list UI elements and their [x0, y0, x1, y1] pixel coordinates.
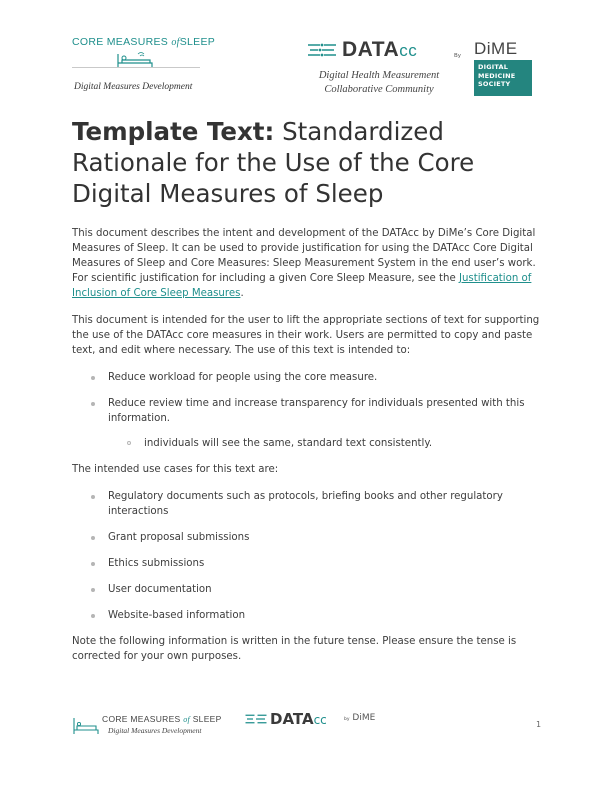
list-item: Regulatory documents such as protocols, briefing books and other regulatory interactions: [72, 489, 542, 519]
list-item: Grant proposal submissions: [72, 530, 542, 545]
core-title-b: SLEEP: [179, 36, 216, 48]
title-rest-2: Rationale for the Use of the Core: [72, 148, 475, 177]
footer-datacc-wordmark: [270, 710, 327, 728]
title-bold: Template Text:: [72, 117, 275, 146]
dime-box-line-2: MEDICINE: [478, 71, 516, 80]
paragraph-intro: [72, 226, 542, 301]
list-item: Reduce workload for people using the core measure.: [72, 370, 542, 385]
footer-core-measures-logo: [72, 712, 222, 738]
list-item-text: Reduce review time and increase transparency for individuals presented with this information.: [108, 398, 525, 424]
dime-box-line-1: DIGITAL: [478, 63, 509, 71]
bed-icon: [116, 50, 156, 68]
page-number: 1: [536, 720, 542, 729]
core-measures-logo: [72, 36, 216, 92]
datacc-wordmark: [342, 38, 417, 62]
footer-core-title-b: SLEEP: [192, 714, 222, 724]
purpose-list: [72, 370, 542, 451]
footer-by-dime: [344, 713, 375, 723]
list-item: [72, 396, 542, 451]
justification-link[interactable]: Justification of Inclusion of Core Sleep Measures: [72, 273, 532, 299]
intro-end: .: [240, 288, 244, 299]
paragraph-note: Note the following information is written in the future tense. Please ensure the tense is corrected for your own purposes.: [72, 636, 517, 662]
core-title-of: of: [171, 37, 180, 48]
list-item: Ethics submissions: [72, 556, 542, 571]
list-item: Website-based information: [72, 608, 542, 623]
bed-icon: [72, 714, 100, 736]
footer-core-title-of: of: [183, 715, 191, 724]
title-rest-3: Digital Measures of Sleep: [72, 179, 384, 208]
dime-logo: [474, 38, 532, 96]
intro-text: This document describes the intent and development of the DATAcc by DiMe’s Core Digital Measures of Sleep. It can be used to provide justification for using the DATAcc Core Digital Measures of Sleep and Core Measures: Sleep Measurement System in the end user’s work. For scientific justification for including a given Core Sleep Measure, see the: [72, 228, 536, 284]
sub-list-item: individuals will see the same, standard text consistently.: [108, 436, 542, 451]
document-body: [72, 226, 542, 676]
footer-datacc-cc: cc: [313, 713, 327, 727]
core-title-a: CORE MEASURES: [72, 36, 169, 48]
footer-datacc-main: DATA: [270, 710, 314, 728]
footer-core-title-a: CORE MEASURES: [102, 714, 181, 724]
by-label: By: [454, 53, 462, 59]
dime-society-box: [474, 60, 532, 96]
footer-core-subtitle: Digital Measures Development: [108, 726, 202, 735]
use-case-list: [72, 489, 542, 623]
paragraph-use-cases: The intended use cases for this text are:: [72, 464, 279, 475]
title-rest-1: Standardized: [274, 117, 444, 146]
datacc-subtitle-2: Collaborative Community: [324, 84, 434, 95]
core-measures-subtitle: Digital Measures Development: [74, 82, 193, 92]
list-item: User documentation: [72, 582, 542, 597]
dime-box-line-3: SOCIETY: [478, 80, 511, 88]
footer-by: by: [344, 717, 350, 722]
datacc-icon: [306, 41, 338, 59]
footer-dime: DiME: [352, 713, 376, 723]
datacc-main: DATA: [342, 38, 400, 61]
datacc-subtitle-1: Digital Health Measurement: [318, 70, 440, 81]
sub-list: [108, 436, 542, 451]
dime-wordmark: DiME: [474, 39, 518, 58]
page-title: [72, 116, 532, 209]
datacc-cc: cc: [399, 41, 418, 60]
paragraph-purpose: This document is intended for the user to lift the appropriate sections of text for supporting the use of the DATAcc core measures in their work. Users are permitted to copy and paste text, and edit where necessary. The use of this text is intended to:: [72, 315, 540, 356]
divider-line: [72, 67, 200, 68]
datacc-icon: [244, 712, 268, 726]
core-measures-title: [72, 36, 216, 48]
footer-core-title: [102, 714, 222, 724]
datacc-subtitle: [306, 69, 452, 97]
